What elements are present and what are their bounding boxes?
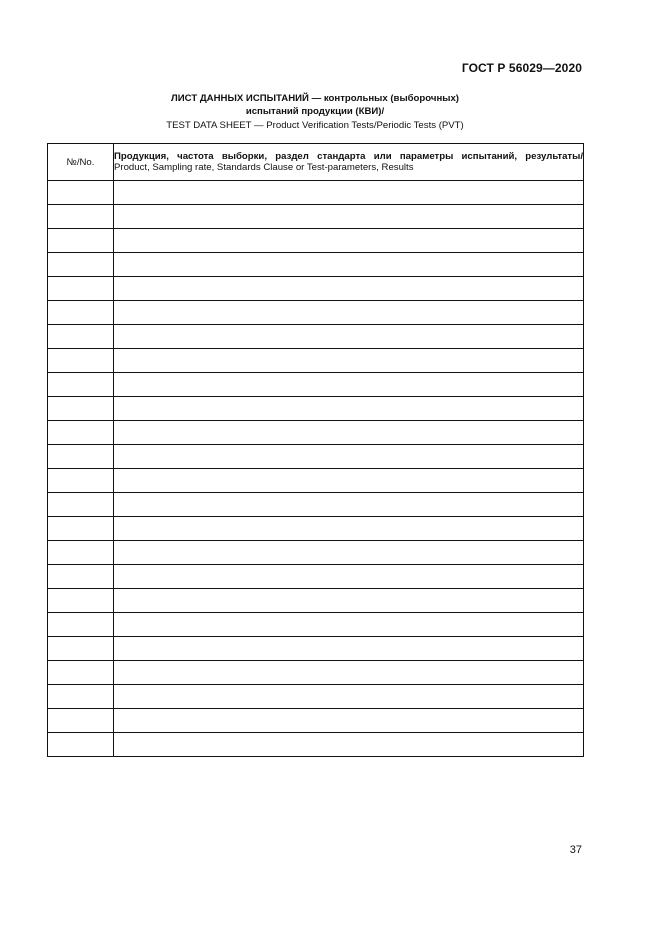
row-number-cell[interactable]	[48, 397, 114, 421]
table-row	[48, 733, 584, 757]
column-header-description-en: Product, Sampling rate, Standards Clause or Test-parameters, Results	[114, 162, 414, 173]
row-description-cell[interactable]	[114, 301, 584, 325]
column-header-no: №/No.	[48, 144, 114, 181]
row-number-cell[interactable]	[48, 709, 114, 733]
row-number-cell[interactable]	[48, 229, 114, 253]
row-description-cell[interactable]	[114, 253, 584, 277]
table-header-row	[48, 144, 584, 181]
row-description-cell[interactable]	[114, 349, 584, 373]
row-description-cell[interactable]	[114, 613, 584, 637]
row-number-cell[interactable]	[48, 277, 114, 301]
row-number-cell[interactable]	[48, 613, 114, 637]
row-number-cell[interactable]	[48, 349, 114, 373]
table-row	[48, 685, 584, 709]
table-row	[48, 253, 584, 277]
column-header-description	[114, 144, 584, 181]
row-description-cell[interactable]	[114, 493, 584, 517]
row-description-cell[interactable]	[114, 661, 584, 685]
table-body	[48, 181, 584, 757]
table-row	[48, 565, 584, 589]
table-row	[48, 541, 584, 565]
row-description-cell[interactable]	[114, 565, 584, 589]
row-number-cell[interactable]	[48, 517, 114, 541]
row-number-cell[interactable]	[48, 253, 114, 277]
row-number-cell[interactable]	[48, 685, 114, 709]
document-code: ГОСТ Р 56029—2020	[461, 61, 582, 75]
title-block	[47, 92, 583, 132]
row-description-cell[interactable]	[114, 397, 584, 421]
row-number-cell[interactable]	[48, 181, 114, 205]
table-row	[48, 661, 584, 685]
row-description-cell[interactable]	[114, 469, 584, 493]
table-row	[48, 613, 584, 637]
row-description-cell[interactable]	[114, 589, 584, 613]
table-row	[48, 589, 584, 613]
row-description-cell[interactable]	[114, 685, 584, 709]
table-row	[48, 493, 584, 517]
row-number-cell[interactable]	[48, 301, 114, 325]
table-row	[48, 229, 584, 253]
row-description-cell[interactable]	[114, 733, 584, 757]
table-row	[48, 325, 584, 349]
row-description-cell[interactable]	[114, 445, 584, 469]
row-number-cell[interactable]	[48, 373, 114, 397]
row-description-cell[interactable]	[114, 373, 584, 397]
row-number-cell[interactable]	[48, 325, 114, 349]
table-row	[48, 181, 584, 205]
row-number-cell[interactable]	[48, 421, 114, 445]
table-row	[48, 709, 584, 733]
table-row	[48, 205, 584, 229]
table-row	[48, 373, 584, 397]
table-row	[48, 445, 584, 469]
test-data-table	[47, 143, 584, 757]
table-row	[48, 517, 584, 541]
page-number: 37	[569, 844, 582, 856]
row-description-cell[interactable]	[114, 181, 584, 205]
row-description-cell[interactable]	[114, 637, 584, 661]
row-description-cell[interactable]	[114, 709, 584, 733]
title-ru-line1: ЛИСТ ДАННЫХ ИСПЫТАНИЙ — контрольных (выборочных)	[171, 93, 459, 104]
row-description-cell[interactable]	[114, 277, 584, 301]
table-row	[48, 277, 584, 301]
row-number-cell[interactable]	[48, 589, 114, 613]
row-description-cell[interactable]	[114, 229, 584, 253]
row-number-cell[interactable]	[48, 637, 114, 661]
title-en: TEST DATA SHEET — Product Verification Tests/Periodic Tests (PVT)	[166, 120, 464, 131]
row-number-cell[interactable]	[48, 733, 114, 757]
table-row	[48, 421, 584, 445]
row-number-cell[interactable]	[48, 565, 114, 589]
table-row	[48, 349, 584, 373]
table-row	[48, 301, 584, 325]
row-description-cell[interactable]	[114, 541, 584, 565]
row-number-cell[interactable]	[48, 661, 114, 685]
row-description-cell[interactable]	[114, 325, 584, 349]
column-header-description-ru: Продукция, частота выборки, раздел стандарта или параметры испытаний, результаты/	[114, 151, 583, 162]
row-number-cell[interactable]	[48, 205, 114, 229]
row-description-cell[interactable]	[114, 421, 584, 445]
row-number-cell[interactable]	[48, 469, 114, 493]
row-number-cell[interactable]	[48, 493, 114, 517]
title-ru-line2: испытаний продукции (КВИ)/	[245, 106, 385, 117]
table-row	[48, 637, 584, 661]
table-row	[48, 397, 584, 421]
row-description-cell[interactable]	[114, 517, 584, 541]
row-number-cell[interactable]	[48, 541, 114, 565]
table-row	[48, 469, 584, 493]
row-number-cell[interactable]	[48, 445, 114, 469]
row-description-cell[interactable]	[114, 205, 584, 229]
